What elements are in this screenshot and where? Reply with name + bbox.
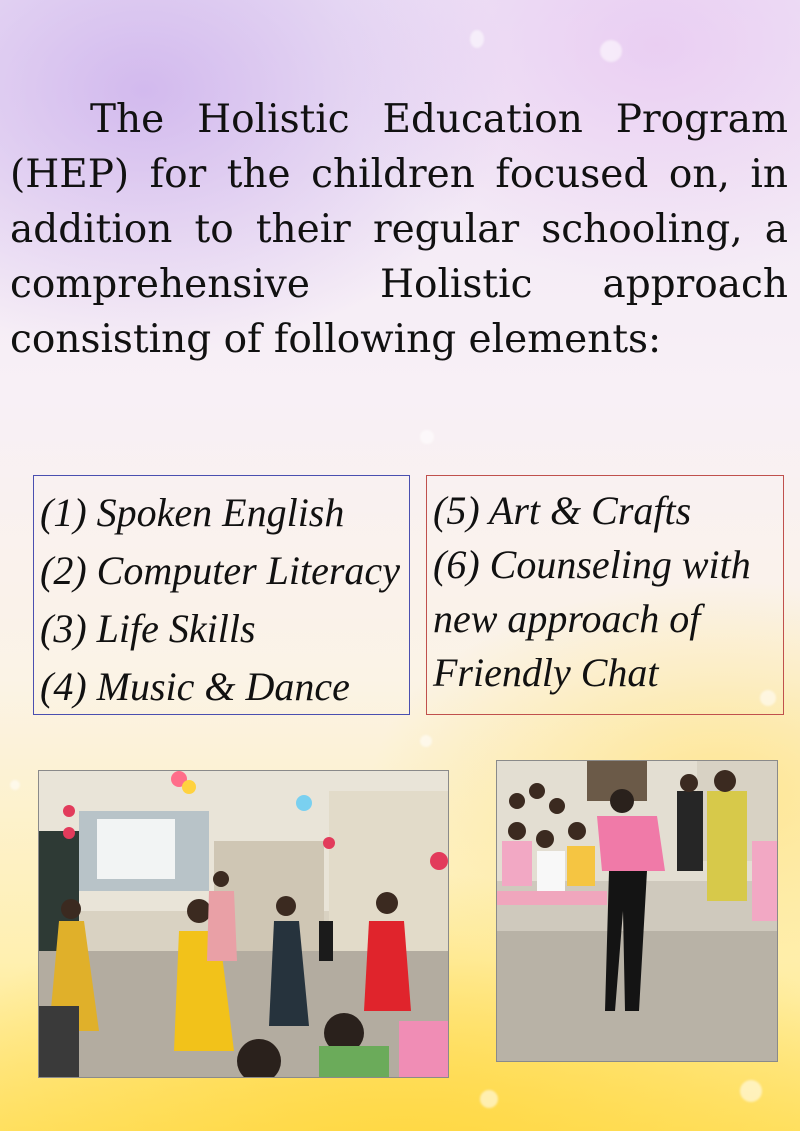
element-life-skills: (3) Life Skills	[40, 606, 256, 651]
elements-list-left	[33, 475, 410, 715]
element-music-dance: (4) Music & Dance	[40, 664, 350, 709]
bokeh-light	[420, 430, 434, 444]
element-counseling-line2: new approach of	[433, 596, 701, 641]
elements-list-right	[426, 475, 784, 715]
element-spoken-english: (1) Spoken English	[40, 490, 345, 535]
element-counseling-line3: Friendly Chat	[433, 650, 659, 695]
element-computer-literacy: (2) Computer Literacy	[40, 548, 400, 593]
girl-dancing-photo	[496, 760, 778, 1062]
dance-performance-photo	[38, 770, 449, 1078]
bokeh-light	[480, 1090, 498, 1108]
bokeh-light	[420, 735, 432, 747]
intro-paragraph: The Holistic Education Program (HEP) for the children focused on, in addition to their regular schooling, a comprehensive Holistic approach consisting of following elements:	[10, 97, 788, 362]
bokeh-light	[470, 30, 484, 48]
bokeh-light	[740, 1080, 762, 1102]
element-art-crafts: (5) Art & Crafts	[433, 488, 692, 533]
bokeh-light	[600, 40, 622, 62]
bokeh-light	[10, 780, 20, 790]
element-counseling-line1: (6) Counseling with	[433, 542, 751, 587]
